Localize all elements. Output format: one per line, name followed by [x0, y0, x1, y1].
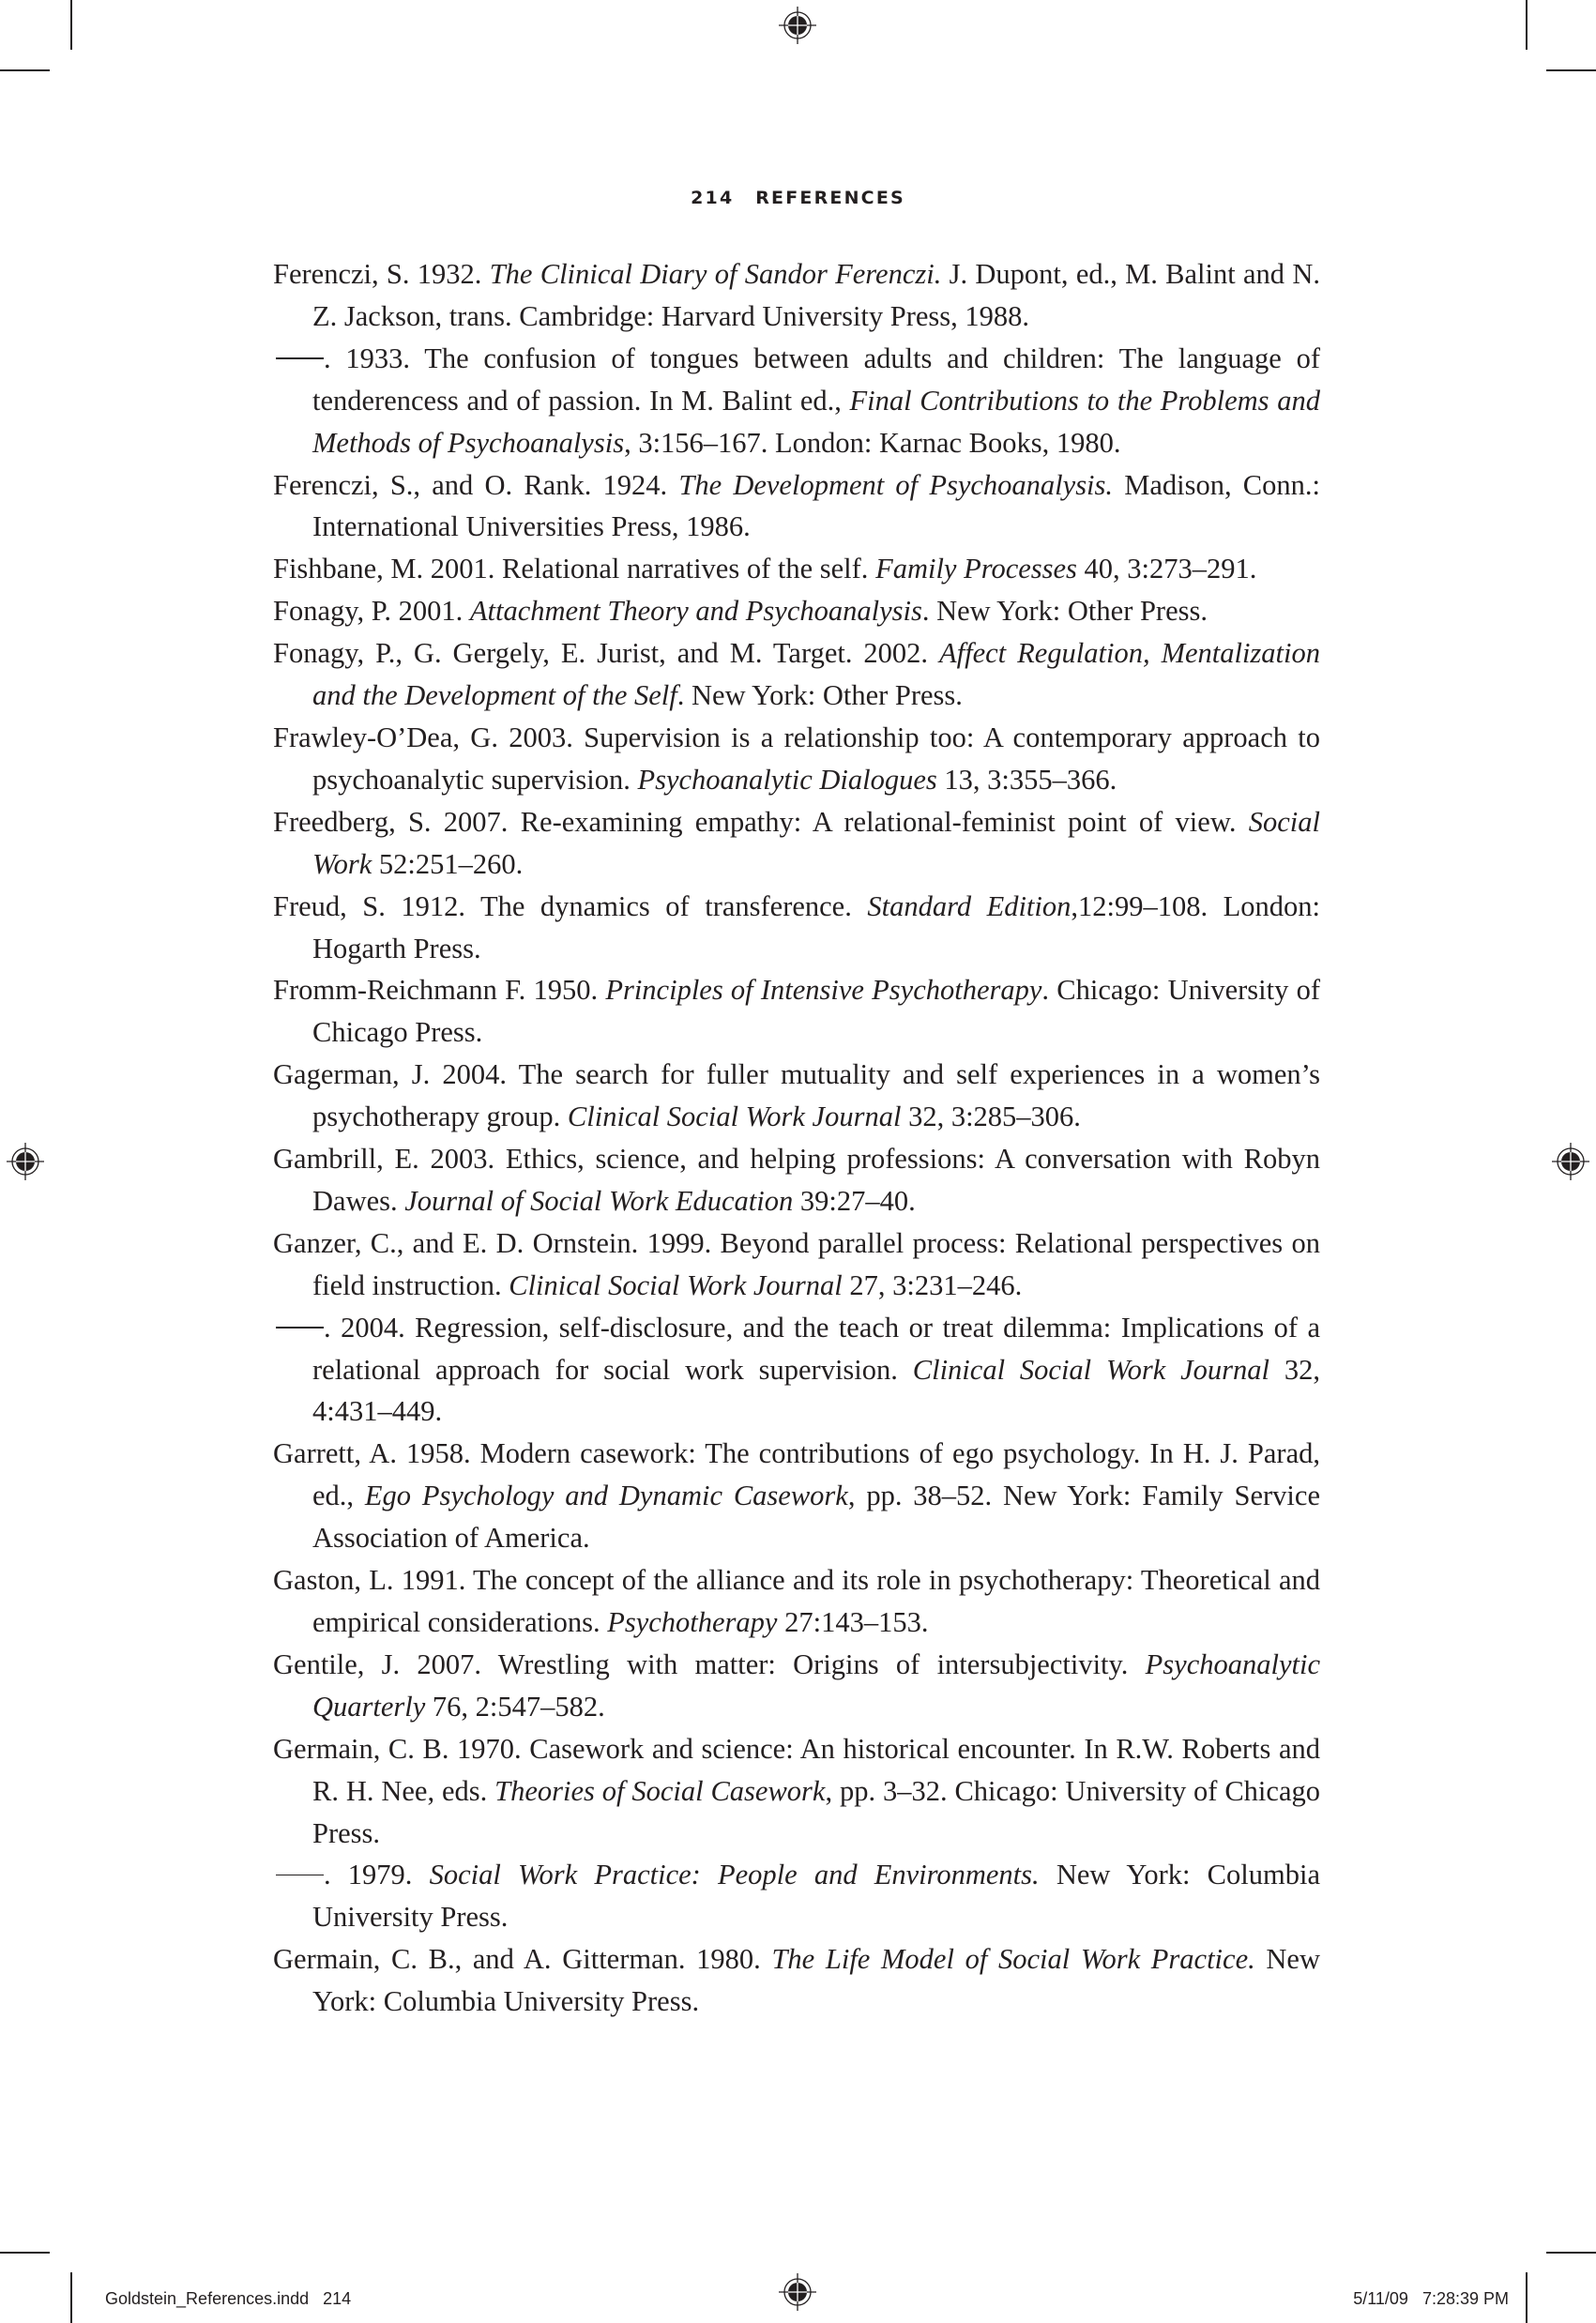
- reference-entry: [273, 1938, 1320, 2023]
- reference-text: . New York: Other Press.: [676, 679, 963, 712]
- reference-text: 76, 2:547–582.: [425, 1690, 605, 1723]
- crop-mark-bottom-left-horizontal: [0, 2252, 50, 2254]
- reference-entry: [273, 632, 1320, 717]
- reference-title-italic: Social Work Practice: People and Environments.: [429, 1859, 1040, 1891]
- reference-text: , pp. 3–32. Chicago: University of Chicago Press.: [312, 1774, 1320, 1849]
- reference-text: 27, 3:231–246.: [842, 1268, 1023, 1301]
- reference-entry: [273, 886, 1320, 970]
- reference-entry: [273, 717, 1320, 801]
- page-number: 214: [691, 188, 735, 208]
- reference-text: Fishbane, M. 2001. Relational narratives of the self.: [273, 553, 876, 585]
- reference-entry: [273, 1644, 1320, 1728]
- reference-text: 40, 3:273–291.: [1076, 553, 1257, 585]
- reference-text: New York: Columbia University Press.: [312, 1943, 1320, 2018]
- reference-text: 52:251–260.: [372, 847, 524, 880]
- reference-title-italic: Family Processes: [875, 553, 1077, 585]
- reference-text: New York: Columbia University Press.: [312, 1859, 1320, 1934]
- reference-title-italic: Final Contributions to the Problems and Methods of Psychoanalysis: [312, 384, 1320, 459]
- reference-entry: [273, 464, 1320, 549]
- reference-entry: [273, 1054, 1320, 1138]
- reference-text: Gagerman, J. 2004. The search for fuller mutuality and self experiences in a women’s psychotherapy group.: [273, 1058, 1320, 1133]
- reference-entry: [273, 548, 1320, 590]
- reference-text: 39:27–40.: [793, 1184, 916, 1217]
- reference-text: 27:143–153.: [777, 1606, 929, 1638]
- slug-filename: Goldstein_References.indd 214: [105, 2289, 352, 2308]
- registration-mark-right-icon: [1552, 1143, 1589, 1180]
- reference-title-italic: Psychotherapy: [607, 1606, 778, 1638]
- repeated-author-dash: [276, 1875, 324, 1876]
- reference-title-italic: Standard Edition: [867, 889, 1072, 922]
- reference-text: Garrett, A. 1958. Modern casework: The contributions of ego psychology. In H. J. Parad, ed.,: [273, 1437, 1320, 1512]
- reference-text: Gambrill, E. 2003. Ethics, science, and helping professions: A conversation with Robyn Dawes.: [273, 1143, 1320, 1217]
- reference-title-italic: Social Work: [312, 805, 1320, 880]
- reference-entry: [273, 1138, 1320, 1222]
- reference-entry: [273, 1728, 1320, 1855]
- reference-text: . 2004. Regression, self-disclosure, and the teach or treat dilemma: Implications of a relational approach for social work supervision.: [312, 1311, 1320, 1386]
- reference-text: Gentile, J. 2007. Wrestling with matter: Origins of intersubjectivity.: [273, 1647, 1146, 1680]
- reference-text: 32, 4:431–449.: [312, 1353, 1321, 1428]
- reference-text: ,12:99–108. London: Hogarth Press.: [312, 889, 1320, 964]
- crop-mark-top-right-vertical: [1526, 0, 1528, 50]
- reference-text: Freud, S. 1912. The dynamics of transference.: [273, 889, 868, 922]
- running-head: [0, 188, 1596, 208]
- reference-title-italic: Clinical Social Work Journal: [912, 1353, 1270, 1386]
- reference-text: . New York: Other Press.: [921, 595, 1208, 628]
- reference-title-italic: Clinical Social Work Journal: [509, 1268, 843, 1301]
- reference-text: Fromm-Reichmann F. 1950.: [273, 974, 606, 1007]
- reference-text: Gaston, L. 1991. The concept of the alliance and its role in psychotherapy: Theoretical and empirical considerations.: [273, 1564, 1320, 1638]
- reference-entry: [273, 1559, 1320, 1644]
- reference-title-italic: Clinical Social Work Journal: [567, 1101, 902, 1133]
- reference-list: [273, 253, 1320, 2023]
- section-title: REFERENCES: [755, 188, 905, 208]
- registration-mark-left-icon: [7, 1143, 44, 1180]
- crop-mark-bottom-left-vertical: [70, 2272, 72, 2323]
- reference-text: Ferenczi, S., and O. Rank. 1924.: [273, 468, 679, 501]
- reference-text: Ganzer, C., and E. D. Ornstein. 1999. Beyond parallel process: Relational perspectives on field instruction.: [273, 1226, 1320, 1301]
- reference-entry: [273, 590, 1320, 632]
- reference-title-italic: Principles of Intensive Psychotherapy: [605, 974, 1042, 1007]
- reference-entry: [273, 1222, 1320, 1307]
- reference-entry: [273, 253, 1320, 338]
- crop-mark-top-left-horizontal: [0, 69, 50, 71]
- reference-title-italic: Psychoanalytic Quarterly: [312, 1647, 1320, 1723]
- reference-entry: [273, 1433, 1320, 1559]
- reference-text: Fonagy, P. 2001.: [273, 595, 470, 628]
- reference-text: Fonagy, P., G. Gergely, E. Jurist, and M. Target. 2002.: [273, 637, 940, 670]
- slug-datetime: 5/11/09 7:28:39 PM: [1353, 2289, 1509, 2308]
- reference-title-italic: Journal of Social Work Education: [404, 1184, 794, 1217]
- reference-text: Germain, C. B. 1970. Casework and science: An historical encounter. In R.W. Roberts and R. H. Nee, eds.: [273, 1732, 1320, 1807]
- reference-entry: [273, 338, 1320, 464]
- reference-text: Ferenczi, S. 1932.: [273, 258, 490, 290]
- reference-text: , 3:156–167. London: Karnac Books, 1980.: [624, 426, 1121, 459]
- reference-title-italic: Ego Psychology and Dynamic Casework: [364, 1480, 848, 1512]
- crop-mark-top-right-horizontal: [1546, 69, 1596, 71]
- reference-entry: [273, 801, 1320, 886]
- repeated-author-dash: [276, 1327, 324, 1329]
- reference-entry: [273, 1307, 1320, 1434]
- reference-title-italic: Affect Regulation, Mentalization and the Development of the Self: [312, 637, 1320, 712]
- reference-text: Madison, Conn.: International Universities Press, 1986.: [312, 468, 1321, 543]
- crop-mark-bottom-right-vertical: [1526, 2272, 1528, 2323]
- reference-title-italic: Psychoanalytic Dialogues: [637, 763, 937, 796]
- reference-text: , pp. 38–52. New York: Family Service Association of America.: [312, 1480, 1320, 1555]
- reference-text: J. Dupont, ed., M. Balint and N. Z. Jackson, trans. Cambridge: Harvard University Press, 1988.: [312, 258, 1320, 332]
- crop-mark-bottom-right-horizontal: [1546, 2252, 1596, 2254]
- repeated-author-dash: [276, 357, 324, 359]
- reference-text: . 1979.: [324, 1859, 430, 1891]
- registration-mark-top-icon: [779, 7, 816, 44]
- reference-text: . 1933. The confusion of tongues between adults and children: The language of tenderencess and of passion. In M. Balint ed.,: [312, 342, 1320, 417]
- crop-mark-top-left-vertical: [70, 0, 72, 50]
- reference-text: Freedberg, S. 2007. Re-examining empathy: A relational-feminist point of view.: [273, 805, 1249, 838]
- reference-entry: [273, 1854, 1320, 1938]
- reference-title-italic: The Life Model of Social Work Practice.: [771, 1943, 1255, 1976]
- reference-entry: [273, 969, 1320, 1054]
- reference-text: Frawley-O’Dea, G. 2003. Supervision is a relationship too: A contemporary approach to psychoanalytic supervision.: [273, 721, 1320, 796]
- reference-text: 32, 3:285–306.: [901, 1101, 1081, 1133]
- reference-text: Germain, C. B., and A. Gitterman. 1980.: [273, 1943, 772, 1976]
- reference-title-italic: Theories of Social Casework: [494, 1774, 826, 1807]
- reference-text: 13, 3:355–366.: [936, 763, 1117, 796]
- registration-mark-bottom-icon: [779, 2273, 816, 2311]
- reference-title-italic: Attachment Theory and Psychoanalysis: [469, 595, 922, 628]
- reference-text: . Chicago: University of Chicago Press.: [312, 974, 1320, 1049]
- reference-title-italic: The Development of Psychoanalysis.: [678, 468, 1114, 501]
- reference-title-italic: The Clinical Diary of Sandor Ferenczi.: [489, 258, 942, 290]
